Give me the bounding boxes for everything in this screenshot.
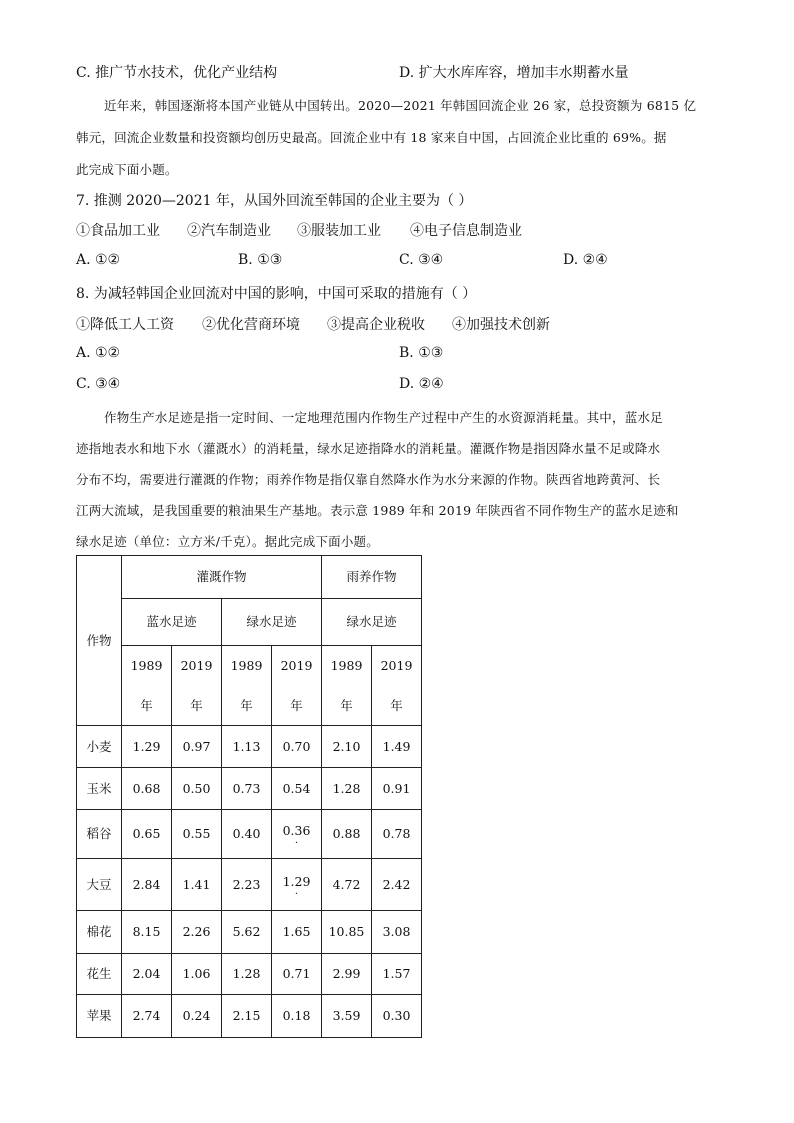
table-cell: 0.97 <box>172 726 222 768</box>
table-cell: 1.06 <box>172 954 222 995</box>
header-green-water: 绿水足迹 <box>222 599 322 646</box>
q8-item: ②优化营商环境 <box>202 317 300 333</box>
year-header: 1989 年 <box>222 646 272 726</box>
year-header: 1989 年 <box>122 646 172 726</box>
passage-line: 近年来，韩国逐渐将本国产业链从中国转出。2020—2021 年韩国回流企业 26 家，总投资额为 6815 亿 <box>104 98 697 113</box>
header-irrigated-crops: 灌溉作物 <box>122 556 322 599</box>
q7-option-a[interactable]: A. ①② <box>76 252 121 268</box>
table-row <box>77 954 422 995</box>
table-cell: 花生 <box>77 954 122 995</box>
table-cell: 1.29 · <box>272 859 322 911</box>
q8-item: ③提高企业税收 <box>327 317 425 333</box>
table-cell: 1.29 <box>122 726 172 768</box>
table-cell: 0.50 <box>172 768 222 810</box>
table-cell: 2.84 <box>122 859 172 911</box>
table-cell: 0.88 <box>322 810 372 859</box>
q7-option-b[interactable]: B. ①③ <box>238 252 283 268</box>
table-cell: 0.73 <box>222 768 272 810</box>
q7-item: ④电子信息制造业 <box>410 223 522 239</box>
table-row <box>77 995 422 1038</box>
table-cell: 2.23 <box>222 859 272 911</box>
q7-option-d[interactable]: D. ②④ <box>563 252 608 268</box>
table-cell: 稻谷 <box>77 810 122 859</box>
table-cell: 1.28 <box>322 768 372 810</box>
table-cell: 0.30 <box>372 995 422 1038</box>
table-row <box>77 768 422 810</box>
year-header: 2019 年 <box>272 646 322 726</box>
passage-line: 作物生产水足迹是指一定时间、一定地理范围内作物生产过程中产生的水资源消耗量。其中，蓝水足 <box>104 410 663 425</box>
table-cell: 2.10 <box>322 726 372 768</box>
table-cell: 0.68 <box>122 768 172 810</box>
question-8-stem: 8. 为减轻韩国企业回流对中国的影响，中国可采取的措施有（ ） <box>76 286 477 302</box>
table-cell: 1.41 <box>172 859 222 911</box>
table-cell: 0.40 <box>222 810 272 859</box>
table-cell: 0.70 <box>272 726 322 768</box>
table-cell: 1.28 <box>222 954 272 995</box>
year-header: 1989 年 <box>322 646 372 726</box>
table-cell: 2.26 <box>172 911 222 954</box>
q8-option-c[interactable]: C. ③④ <box>76 376 121 392</box>
table-row <box>77 726 422 768</box>
table-cell: 0.55 <box>172 810 222 859</box>
table-cell: 2.15 <box>222 995 272 1038</box>
passage-line: 此完成下面小题。 <box>76 162 178 177</box>
passage-line: 分布不均，需要进行灌溉的作物；雨养作物是指仅靠自然降水作为水分来源的作物。陕西省地跨黄河、长 <box>76 472 661 487</box>
table-cell: 2.99 <box>322 954 372 995</box>
table-row <box>77 859 422 911</box>
table-cell: 2.04 <box>122 954 172 995</box>
table-cell: 0.36 · <box>272 810 322 859</box>
q7-item: ②汽车制造业 <box>187 223 271 239</box>
table-cell: 小麦 <box>77 726 122 768</box>
table-cell: 4.72 <box>322 859 372 911</box>
table-cell: 1.57 <box>372 954 422 995</box>
q7-option-c[interactable]: C. ③④ <box>399 252 444 268</box>
q7-item: ③服装加工业 <box>297 223 381 239</box>
passage-line: 绿水足迹（单位：立方米/千克）。据此完成下面小题。 <box>76 534 379 549</box>
passage-line: 韩元，回流企业数量和投资额均创历史最高。回流企业中有 18 家来自中国，占回流企业比重的 69%。据 <box>76 130 667 145</box>
table-cell: 3.59 <box>322 995 372 1038</box>
table-cell: 8.15 <box>122 911 172 954</box>
header-rainfed-crops: 雨养作物 <box>322 556 422 599</box>
table-cell: 1.65 <box>272 911 322 954</box>
table-cell: 5.62 <box>222 911 272 954</box>
table-cell: 苹果 <box>77 995 122 1038</box>
q7-item: ①食品加工业 <box>76 223 160 239</box>
table-cell: 10.85 <box>322 911 372 954</box>
option-d[interactable]: D. 扩大水库库容，增加丰水期蓄水量 <box>399 65 629 81</box>
table-cell: 1.49 <box>372 726 422 768</box>
q8-option-a[interactable]: A. ①② <box>76 345 121 361</box>
table-cell: 棉花 <box>77 911 122 954</box>
table-row <box>77 911 422 954</box>
table-cell: 0.24 <box>172 995 222 1038</box>
table-cell: 大豆 <box>77 859 122 911</box>
header-crop: 作物 <box>77 556 122 726</box>
table-cell: 0.71 <box>272 954 322 995</box>
table-cell: 0.78 <box>372 810 422 859</box>
table-cell: 0.91 <box>372 768 422 810</box>
table-cell: 0.18 <box>272 995 322 1038</box>
option-c[interactable]: C. 推广节水技术，优化产业结构 <box>76 65 278 81</box>
passage-line: 迹指地表水和地下水（灌溉水）的消耗量，绿水足迹指降水的消耗量。灌溉作物是指因降水量不足或降水 <box>76 441 661 456</box>
table-cell: 2.74 <box>122 995 172 1038</box>
table-cell: 1.13 <box>222 726 272 768</box>
table-cell: 2.42 <box>372 859 422 911</box>
table-cell: 3.08 <box>372 911 422 954</box>
table-cell: 0.54 <box>272 768 322 810</box>
q8-item: ①降低工人工资 <box>76 317 174 333</box>
header-blue-water: 蓝水足迹 <box>122 599 222 646</box>
water-footprint-table <box>76 555 422 1038</box>
passage-line: 江两大流域，是我国重要的粮油果生产基地。表示意 1989 年和 2019 年陕西省不同作物生产的蓝水足迹和 <box>76 503 679 518</box>
header-green-water-rainfed: 绿水足迹 <box>322 599 422 646</box>
year-header: 2019 年 <box>372 646 422 726</box>
table-cell: 玉米 <box>77 768 122 810</box>
table-row <box>77 810 422 859</box>
q8-option-b[interactable]: B. ①③ <box>399 345 444 361</box>
year-header: 2019 年 <box>172 646 222 726</box>
q8-option-d[interactable]: D. ②④ <box>399 376 444 392</box>
table-cell: 0.65 <box>122 810 172 859</box>
question-7-stem: 7. 推测 2020—2021 年，从国外回流至韩国的企业主要为（ ） <box>76 193 473 209</box>
q8-item: ④加强技术创新 <box>452 317 550 333</box>
